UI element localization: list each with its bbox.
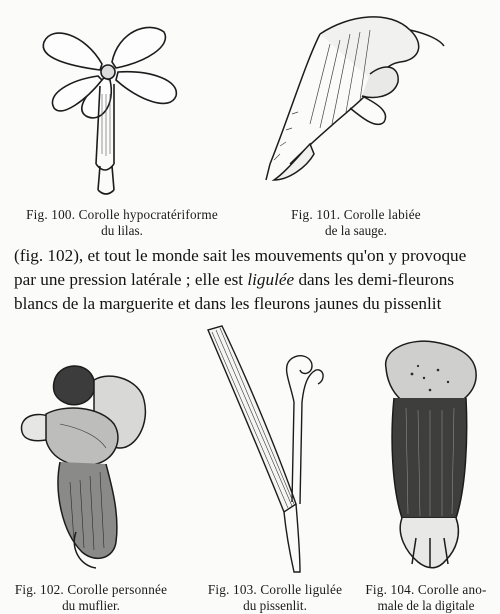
figure-104-caption-line2: male de la digitale xyxy=(377,598,475,613)
figure-101-sage xyxy=(250,4,450,196)
figure-103-caption xyxy=(184,582,366,614)
paragraph-line-2-end: dans les demi-fleurons xyxy=(294,270,455,289)
body-paragraph xyxy=(14,244,492,316)
sage-corolla-illustration xyxy=(250,4,450,196)
figure-104-caption-line1: Fig. 104. Corolle ano- xyxy=(365,582,487,597)
figure-100-lilac xyxy=(30,14,190,206)
paragraph-line-2 xyxy=(14,268,492,292)
dandelion-floret-illustration xyxy=(200,322,330,578)
foxglove-corolla-illustration xyxy=(372,338,488,578)
figure-103-caption-line1: Fig. 103. Corolle ligulée xyxy=(207,582,343,597)
figure-102-caption xyxy=(0,582,182,614)
figure-103-dandelion xyxy=(200,322,330,578)
figure-102-snapdragon xyxy=(10,352,160,578)
lilac-corolla-illustration xyxy=(30,14,190,206)
figure-102-caption-line2: du muflier. xyxy=(62,598,120,613)
figure-100-caption-line1: Fig. 100. Corolle hypocratériforme xyxy=(26,207,218,222)
figure-101-caption xyxy=(256,207,456,239)
figure-102-caption-line1: Fig. 102. Corolle personnée xyxy=(14,582,168,597)
paragraph-line-1: (fig. 102), et tout le monde sait les mouvements qu'on y provoque xyxy=(14,246,467,265)
figure-101-caption-line1: Fig. 101. Corolle labiée xyxy=(291,207,421,222)
figure-100-caption-line2: du lilas. xyxy=(101,223,143,238)
paragraph-line-3: blancs de la marguerite et dans les fleurons jaunes du pissenlit xyxy=(14,294,442,313)
figure-101-caption-line2: de la sauge. xyxy=(325,223,387,238)
paragraph-term-ligulee: ligulée xyxy=(247,270,295,289)
paragraph-line-2-start: par une pression latérale ; elle est xyxy=(14,270,248,289)
figure-103-caption-line2: du pissenlit. xyxy=(243,598,307,613)
figure-104-foxglove xyxy=(372,338,488,578)
snapdragon-corolla-illustration xyxy=(10,352,160,578)
figure-100-caption xyxy=(2,207,242,239)
figure-104-caption xyxy=(352,582,500,614)
